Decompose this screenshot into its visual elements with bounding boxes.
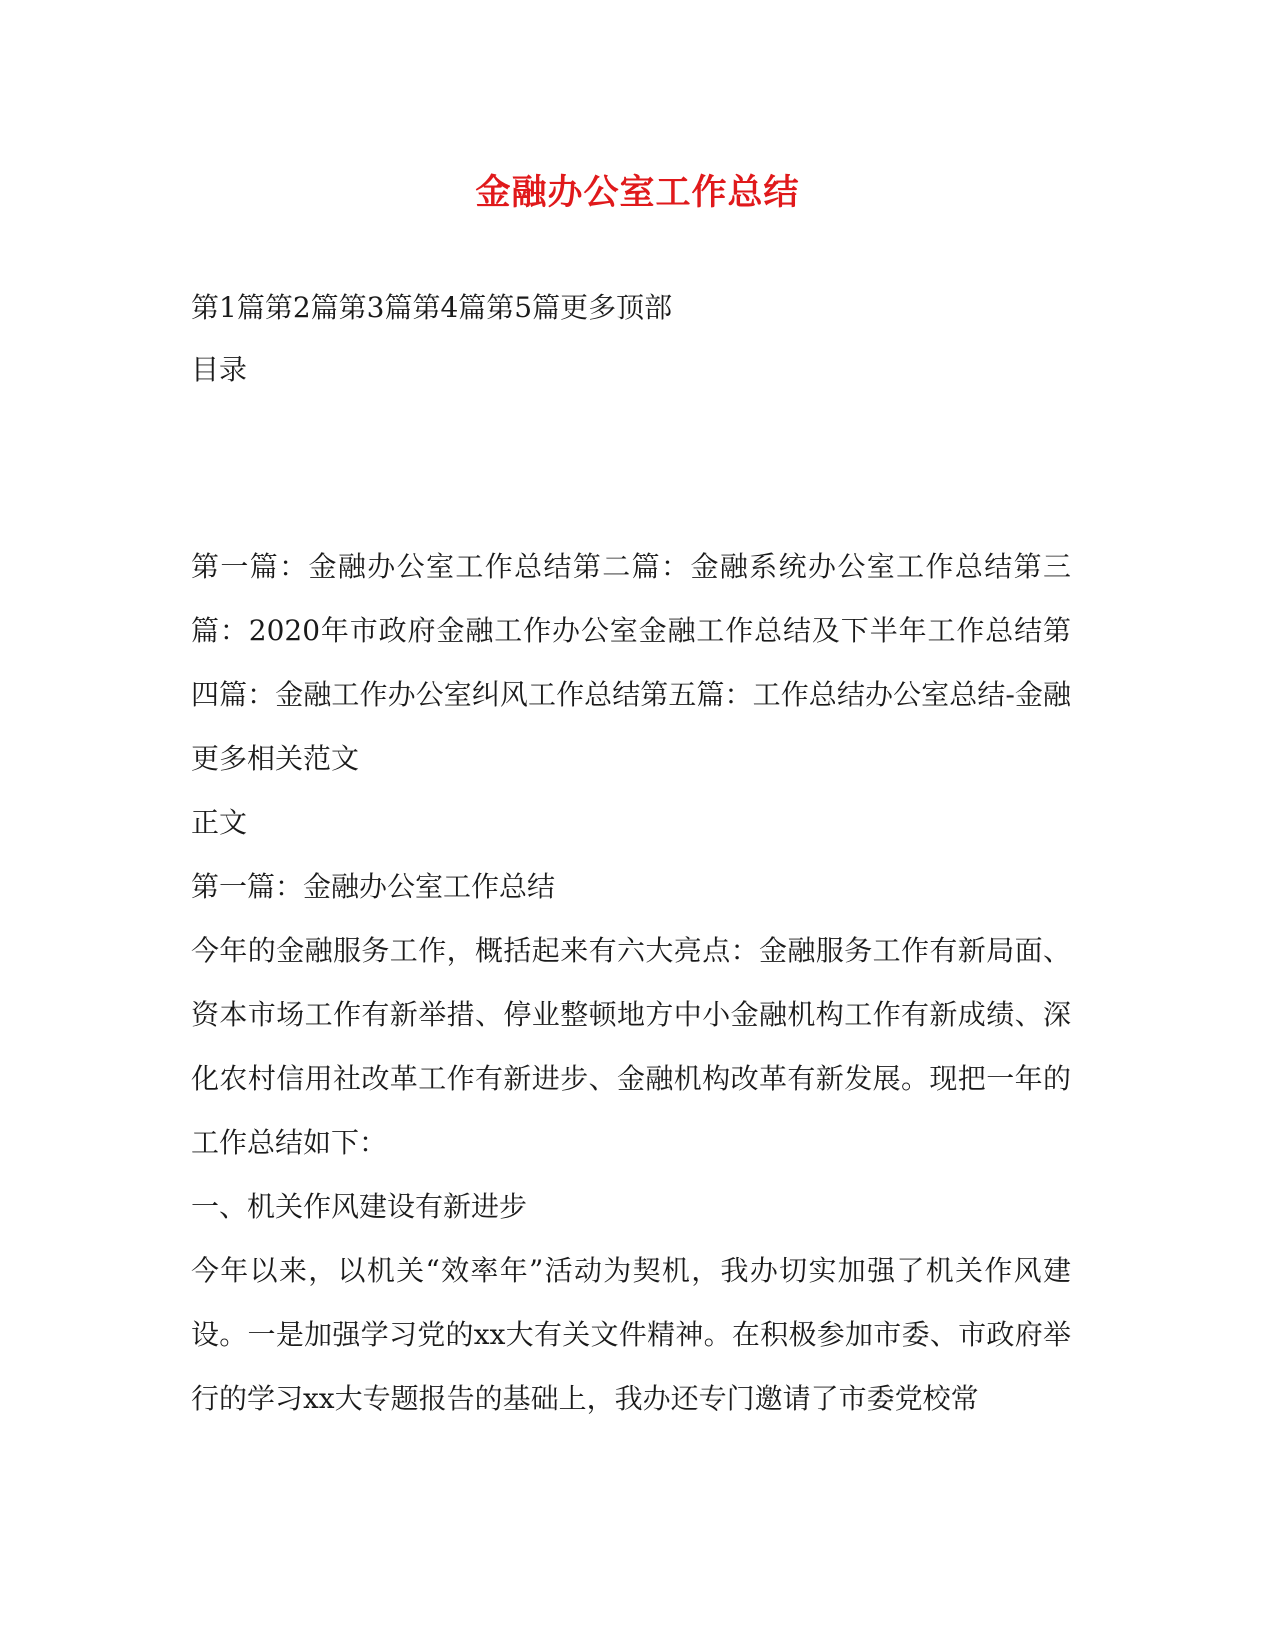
chapter-heading: 第一篇：金融办公室工作总结	[191, 870, 556, 903]
article-nav-line: 第1篇第2篇第3篇第4篇第5篇更多顶部	[191, 291, 673, 324]
toc-label: 目录	[191, 353, 248, 386]
toc-text: 第一篇：金融办公室工作总结第二篇：金融系统办公室工作总结第三篇：2020年市政府金融工作办公室金融工作总结及下半年工作总结第四篇：金融工作办公室纠风工作总结第五篇：工作总结办公室总结-金融更多相关范文	[191, 550, 1071, 775]
paragraph: 今年以来，以机关“效率年”活动为契机，我办切实加强了机关作风建设。一是加强学习党的xx大有关文件精神。在积极参加市委、市政府举行的学习xx大专题报告的基础上，我办还专门邀请了市委党校常	[191, 1254, 1071, 1415]
main-body	[191, 791, 1071, 1431]
paragraph: 今年的金融服务工作，概括起来有六大亮点：金融服务工作有新局面、资本市场工作有新举措、停业整顿地方中小金融机构工作有新成绩、深化农村信用社改革工作有新进步、金融机构改革有新发展。现把一年的工作总结如下：	[191, 934, 1071, 1159]
body-label: 正文	[191, 806, 248, 839]
document-title: 金融办公室工作总结	[475, 172, 800, 213]
section-heading: 一、机关作风建设有新进步	[191, 1190, 528, 1223]
